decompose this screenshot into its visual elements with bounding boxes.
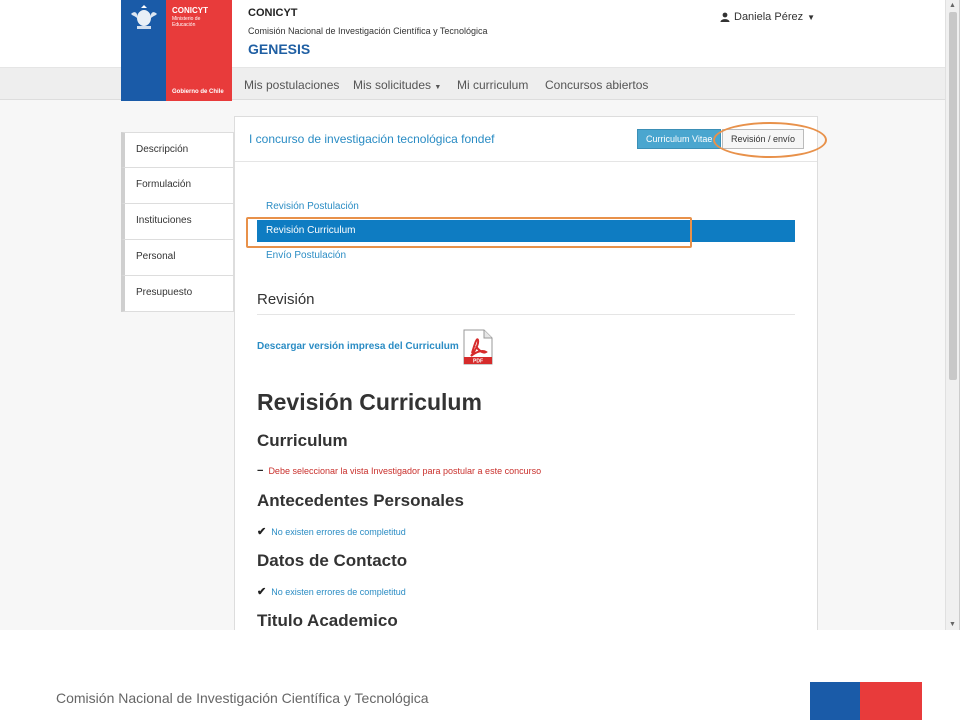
user-menu[interactable]: [720, 11, 815, 23]
subnav-revision-curriculum[interactable]: Revisión Curriculum: [257, 220, 795, 242]
status-message: No existen errores de completitud: [271, 586, 406, 597]
checkmark-icon: ✔: [257, 526, 267, 538]
conicyt-logo[interactable]: [121, 0, 232, 101]
logo-government: Gobierno de Chile: [172, 89, 224, 95]
brand-subtitle: Comisión Nacional de Investigación Científica y Tecnológica: [248, 26, 488, 36]
nav-mi-curriculum[interactable]: Mi curriculum: [457, 78, 529, 92]
section-title-antecedentes: Antecedentes Personales: [257, 491, 464, 510]
scroll-down-arrow-icon[interactable]: ▼: [949, 621, 956, 628]
section-title-contacto: Datos de Contacto: [257, 551, 408, 570]
minus-icon: −: [257, 465, 264, 477]
status-message: No existen errores de completitud: [271, 526, 406, 537]
curriculum-vitae-button[interactable]: Curriculum Vitae: [637, 129, 721, 149]
nav-mis-postulaciones[interactable]: Mis postulaciones: [244, 78, 340, 92]
user-icon: [720, 12, 730, 22]
status-ok-antecedentes: [257, 525, 406, 538]
flag-blue: [810, 682, 860, 720]
logo-red-field: [166, 0, 232, 101]
contest-title: I concurso de investigación tecnológica fondef: [249, 132, 495, 146]
side-menu: [121, 132, 234, 312]
subnav-revision-postulacion[interactable]: Revisión Postulación: [266, 201, 359, 212]
pdf-file-icon[interactable]: [463, 329, 493, 365]
status-error-curriculum: [257, 465, 541, 477]
brand-title: CONICYT: [248, 7, 298, 19]
flag-red: [860, 682, 922, 720]
checkmark-icon: ✔: [257, 586, 267, 598]
status-message: Debe seleccionar la vista Investigador para postular a este concurso: [268, 466, 542, 476]
scrollbar-thumb[interactable]: [949, 12, 957, 380]
user-name: Daniela Pérez: [734, 11, 804, 23]
panel-header: [235, 117, 817, 162]
vertical-scrollbar[interactable]: [945, 0, 960, 630]
app-name[interactable]: GENESIS: [248, 41, 311, 57]
caret-down-icon: ▼: [434, 84, 442, 91]
section-heading: Revisión: [257, 291, 315, 308]
sidebar-item-descripcion[interactable]: Descripción: [121, 132, 234, 168]
logo-org-name: CONICYT: [172, 6, 208, 15]
sidebar-item-instituciones[interactable]: Instituciones: [121, 204, 234, 240]
pdf-label: PDF: [473, 358, 483, 365]
section-title-curriculum: Curriculum: [257, 431, 348, 450]
status-ok-contacto: [257, 585, 406, 598]
slide-footer-text: Comisión Nacional de Investigación Científica y Tecnológica: [56, 690, 429, 706]
sidebar-item-formulacion[interactable]: Formulación: [121, 168, 234, 204]
scroll-up-arrow-icon[interactable]: ▲: [949, 2, 956, 9]
nav-mis-solicitudes-label: Mis solicitudes: [353, 78, 432, 92]
revision-envio-button[interactable]: Revisión / envío: [722, 129, 804, 149]
coat-of-arms-icon: [127, 4, 161, 32]
nav-mis-solicitudes[interactable]: [353, 78, 441, 92]
government-flag-bar: [810, 682, 922, 720]
caret-down-icon: ▼: [807, 12, 816, 22]
subnav-envio-postulacion[interactable]: Envío Postulación: [266, 250, 347, 261]
nav-concursos-abiertos[interactable]: Concursos abiertos: [545, 78, 649, 92]
download-pdf-link[interactable]: Descargar versión impresa del Curriculum: [257, 341, 459, 352]
section-title-titulo: Titulo Academico: [257, 611, 398, 630]
divider: [257, 314, 795, 315]
sidebar-item-presupuesto[interactable]: Presupuesto: [121, 276, 234, 312]
main-panel: [234, 116, 818, 630]
sidebar-item-personal[interactable]: Personal: [121, 240, 234, 276]
logo-blue-field: [121, 0, 166, 101]
logo-ministry: Ministerio de Educación: [172, 16, 201, 28]
page-title: Revisión Curriculum: [257, 389, 482, 415]
